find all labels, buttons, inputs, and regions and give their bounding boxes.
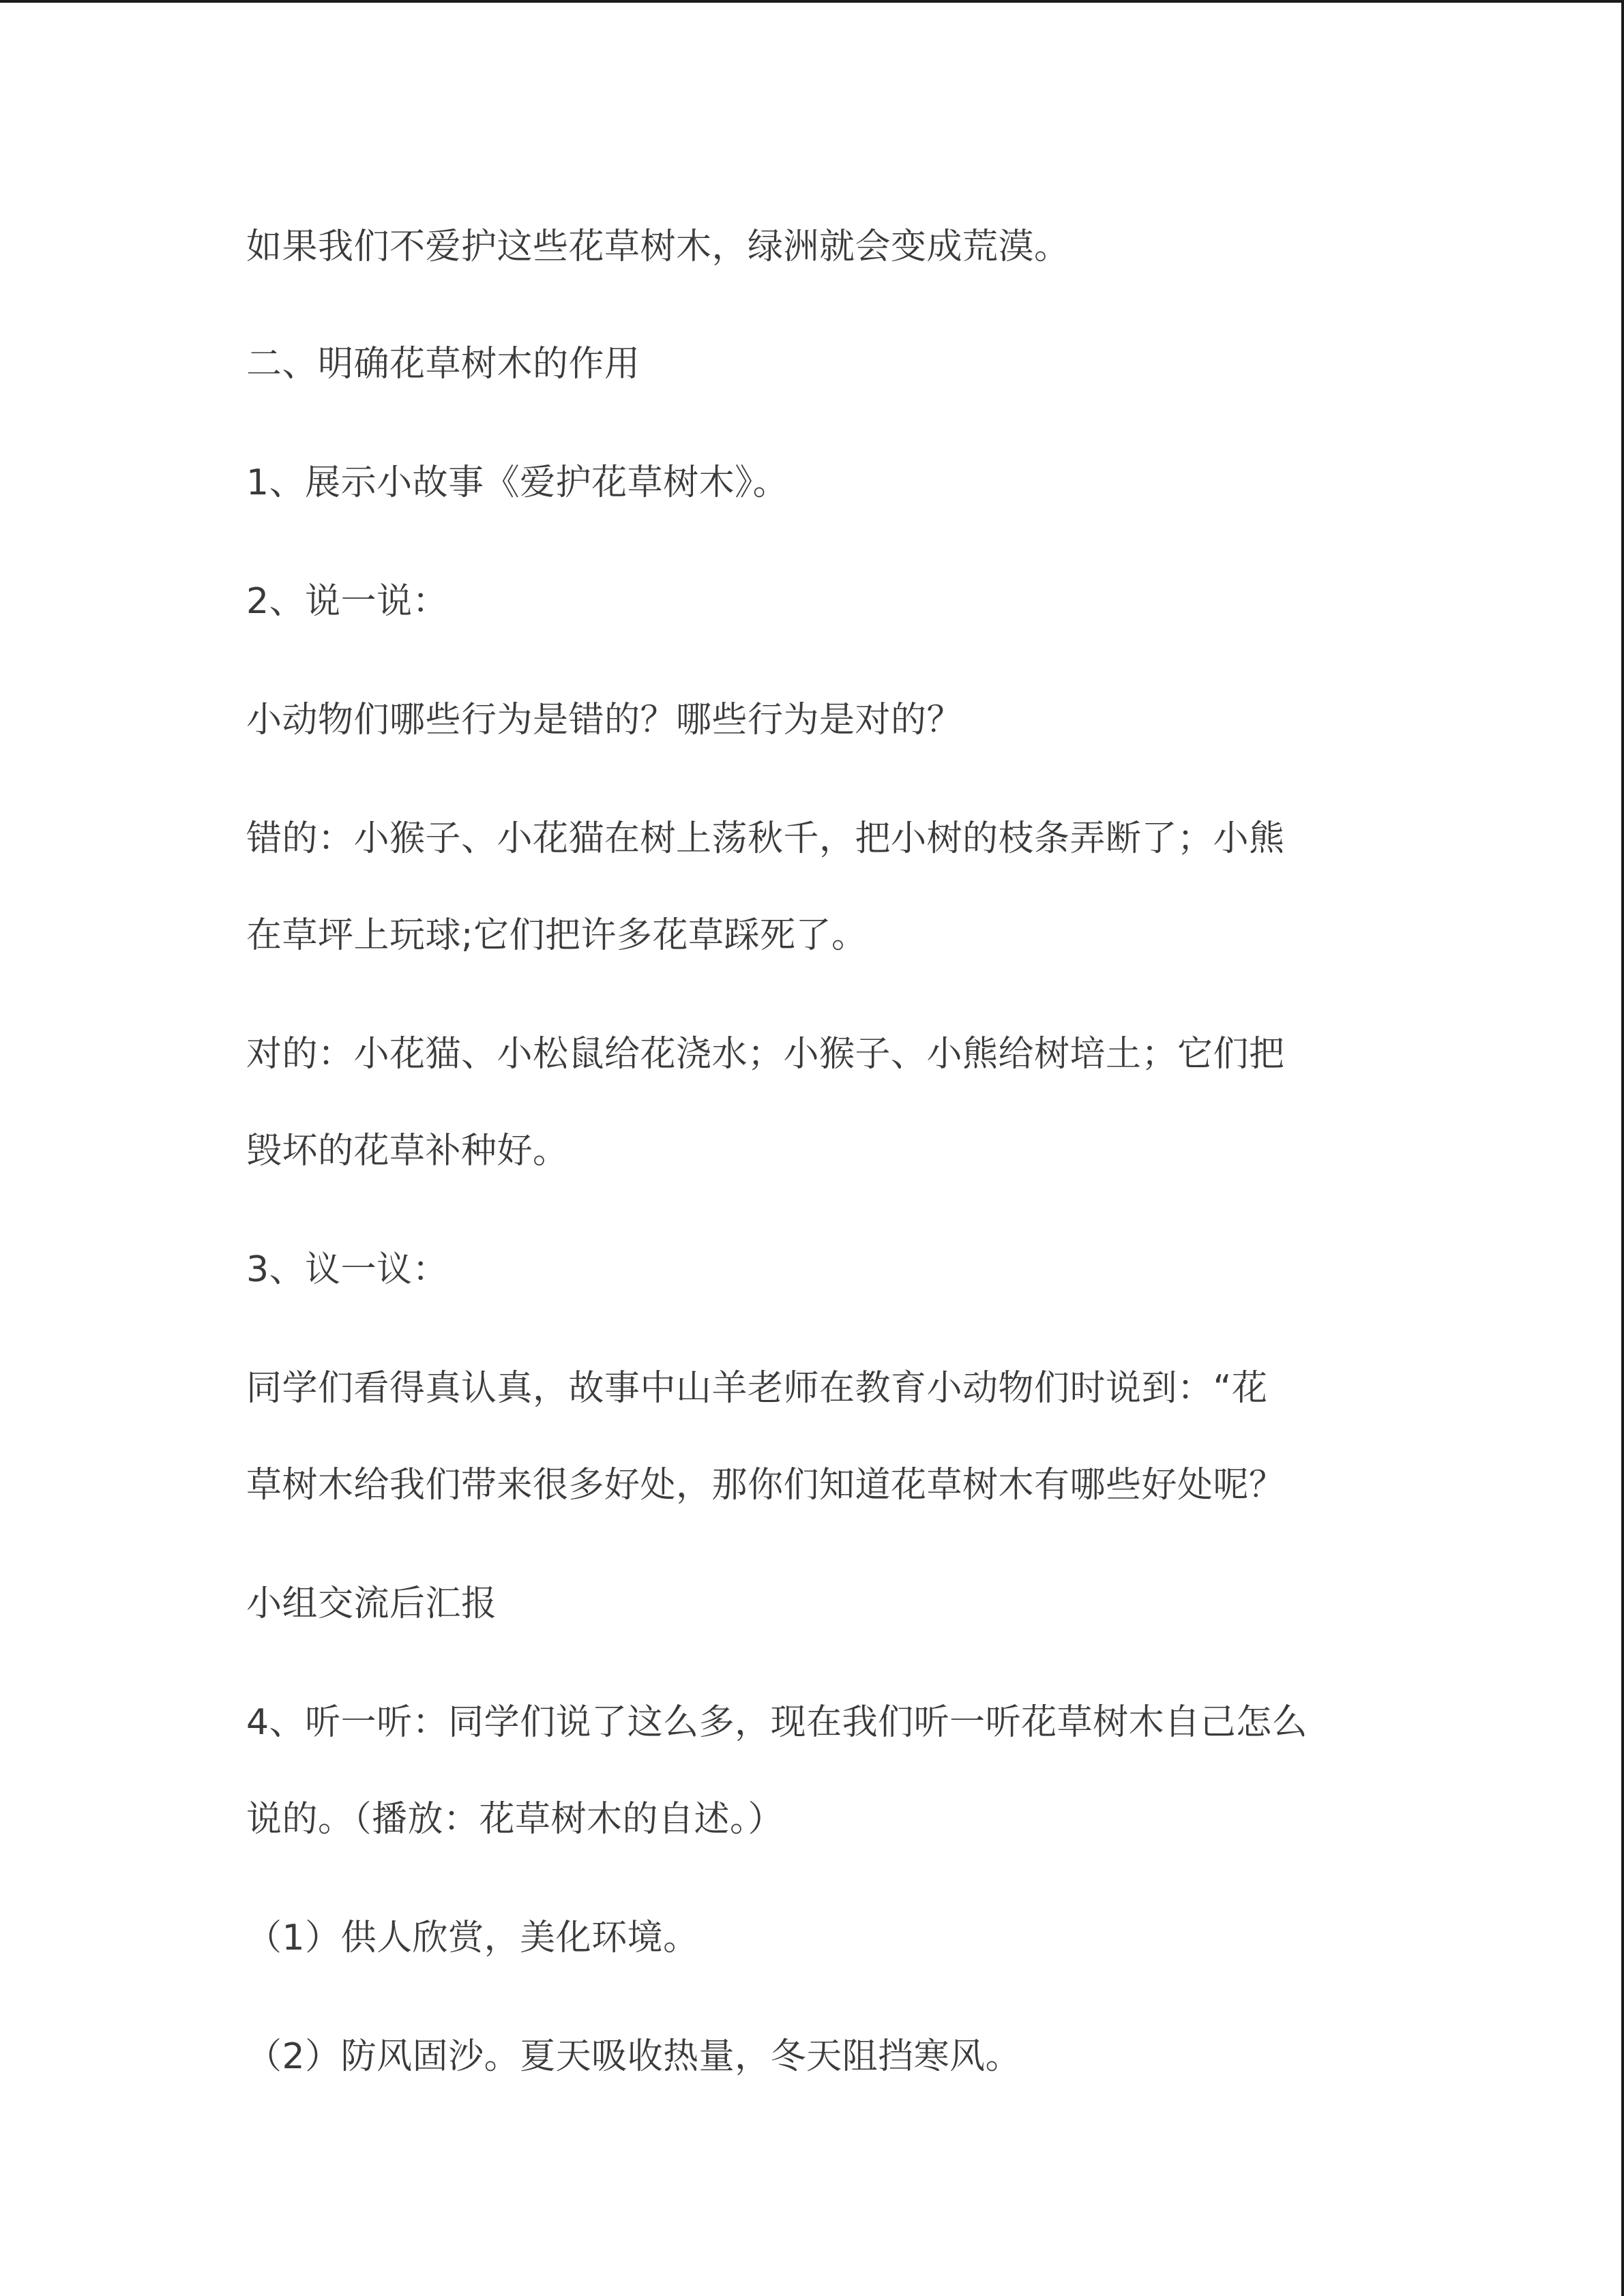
paragraph-line: 3、议一议： [246, 1249, 449, 1290]
paragraph-line: 如果我们不爱护这些花草树木，绿洲就会变成荒漠。 [246, 226, 1070, 267]
paragraph-line: 毁坏的花草补种好。 [246, 1131, 569, 1172]
paragraph-line: 在草坪上玩球;它们把许多花草踩死了。 [246, 915, 868, 956]
paragraph-line: 小动物们哪些行为是错的？哪些行为是对的？ [246, 700, 963, 741]
paragraph-line: 小组交流后汇报 [246, 1583, 497, 1624]
section-heading: 二、明确花草树木的作用 [246, 344, 640, 385]
paragraph-line: （1）供人欣赏，美化环境。 [246, 1918, 699, 1958]
paragraph-line: 对的：小花猫、小松鼠给花浇水；小猴子、小熊给树培土；它们把 [246, 1034, 1285, 1075]
paragraph-line: 2、说一说： [246, 581, 449, 622]
page-top-border [0, 0, 1624, 3]
paragraph-line: 1、展示小故事《爱护花草树木》。 [246, 462, 789, 503]
paragraph-line: （2）防风固沙。夏天吸收热量，冬天阻挡寒风。 [246, 2036, 1022, 2077]
paragraph-line: 4、听一听：同学们说了这么多，现在我们听一听花草树木自己怎么 [246, 1702, 1308, 1743]
paragraph-line: 说的。（播放：花草树木的自述。） [246, 1799, 784, 1840]
paragraph-line: 错的：小猴子、小花猫在树上荡秋千，把小树的枝条弄断了；小熊 [246, 818, 1285, 859]
paragraph-line: 同学们看得真认真，故事中山羊老师在教育小动物们时说到：“花 [246, 1368, 1268, 1409]
page-right-border [1621, 0, 1624, 2296]
paragraph-line: 草树木给我们带来很多好处，那你们知道花草树木有哪些好处呢？ [246, 1465, 1285, 1506]
